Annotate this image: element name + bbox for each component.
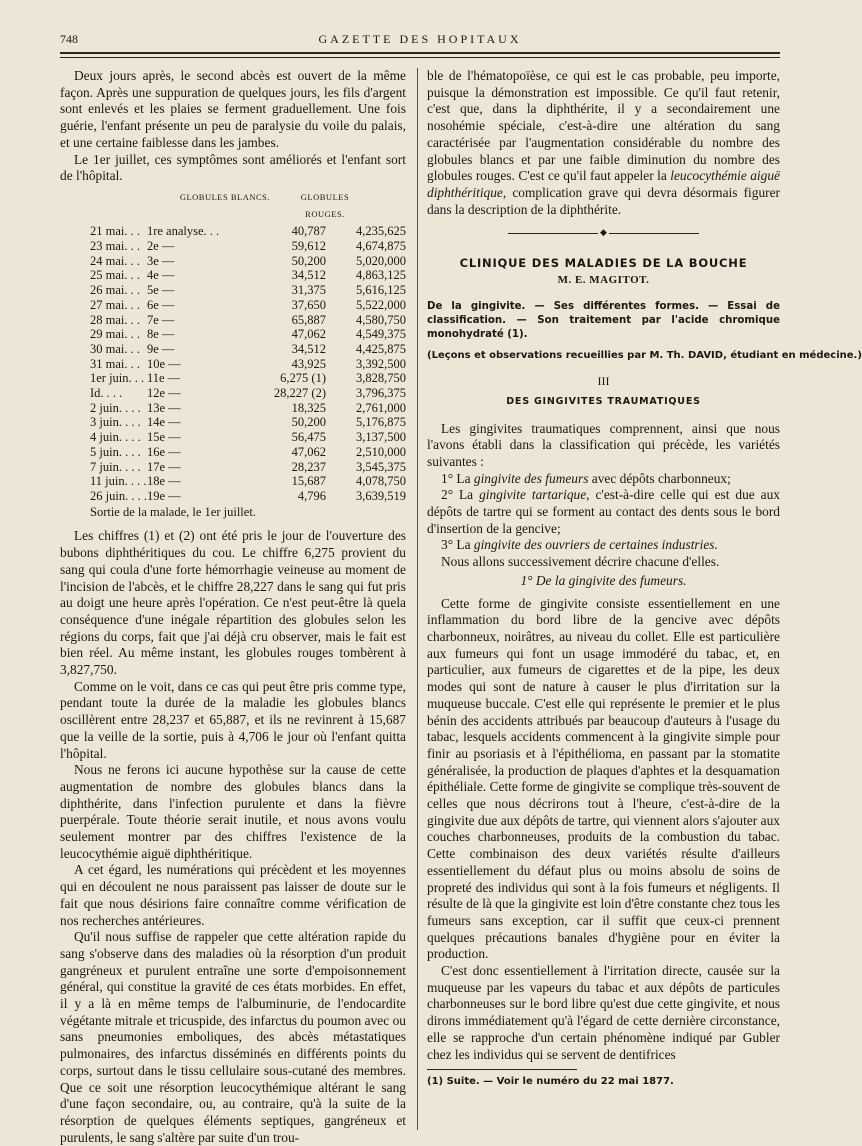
row-analyse: 16e — bbox=[146, 444, 181, 459]
row-globules-blancs: 47,062 bbox=[291, 444, 326, 459]
table-row bbox=[90, 224, 406, 239]
row-analyse: 12e — bbox=[146, 386, 181, 401]
list-item bbox=[427, 537, 780, 554]
row-date: 31 mai. . . bbox=[90, 356, 140, 371]
row-globules-rouges: 4,235,625 bbox=[356, 224, 406, 239]
blood-count-table bbox=[90, 224, 406, 503]
table-header bbox=[60, 189, 406, 222]
list-item-number: 2° La bbox=[441, 487, 480, 503]
row-analyse: 14e — bbox=[146, 415, 181, 430]
table-row bbox=[90, 401, 406, 416]
row-date: 5 juin. . . . bbox=[90, 444, 141, 459]
paragraph-text: , complication grave qui devra désormais figurer dans la description de la diphthérite. bbox=[427, 184, 780, 217]
paragraph: Nous ne ferons ici aucune hypothèse sur la cause de cette augmentation de nombre des globules blancs dans la diphthérite, dans l'infection purulente et dans la fièvre puerpérale. Toute théorie serait inutile, et nous avons voulu seulement montrer par des chiffres l'existence de la leucocythémie aiguë diphthéritique. bbox=[60, 762, 406, 861]
row-globules-rouges: 4,674,875 bbox=[356, 239, 406, 254]
row-analyse: 2e — bbox=[146, 239, 175, 254]
footnote: (1) Suite. — Voir le numéro du 22 mai 1877. bbox=[427, 1076, 674, 1088]
table-row bbox=[90, 342, 406, 357]
row-globules-rouges: 2,510,000 bbox=[356, 444, 406, 459]
journal-page bbox=[60, 26, 862, 1145]
row-globules-rouges: 5,522,000 bbox=[356, 297, 406, 312]
section-separator: ◆ bbox=[427, 224, 780, 241]
paragraph: Qu'il nous suffise de rappeler que cette altération rapide du sang s'observe dans des maladies où la résorption d'un produit gangréneux et purulent entraîne une sorte d'empoisonnement général, qui constitue la gravité de ces états morbides. En effet, il y a là en même temps de l'albuminurie, de l'endocardite végétante mitrale et tricuspide, des infarctus du poumon avec ou sans pneumonies emboliques, des abcès métastatiques pulmonaires, des infarctus disséminés en différents points du corps, surtout dans le tissu cellulaire sous-cutané des membres. Que ce soit une résorption leucocythémique altérant le sang d'une façon secondaire, ou, au contraire, qu'à la suite de la résorption de quelques éléments septiques, gangréneux et purulents, le sang s'altère par suite d'un trou- bbox=[60, 929, 406, 1145]
row-analyse: 17e — bbox=[146, 459, 181, 474]
row-date: Id. . . . bbox=[90, 386, 123, 401]
row-globules-blancs: 4,796 bbox=[297, 488, 326, 503]
section-title: CLINIQUE DES MALADIES DE LA BOUCHE bbox=[459, 256, 748, 271]
row-globules-blancs: 50,200 bbox=[291, 415, 326, 430]
row-globules-rouges: 4,863,125 bbox=[356, 268, 406, 283]
table-row bbox=[90, 313, 406, 328]
article-credit: (Leçons et observations recueillies par M. Th. DAVID, étudiant en médecine.) bbox=[427, 350, 862, 362]
varieties-list bbox=[427, 471, 780, 555]
row-date: 29 mai. . . bbox=[90, 327, 140, 342]
row-globules-rouges: 4,078,750 bbox=[356, 474, 406, 489]
row-date: 25 mai. . . bbox=[90, 268, 140, 283]
list-item bbox=[427, 471, 780, 488]
row-date: 2 juin. . . . bbox=[90, 400, 141, 415]
page-header bbox=[60, 26, 780, 54]
row-globules-blancs: 6,275 (1) bbox=[280, 371, 326, 386]
row-globules-blancs: 43,925 bbox=[291, 356, 326, 371]
paragraph: Le 1er juillet, ces symptômes sont améliorés et l'enfant sort de l'hôpital. bbox=[60, 151, 406, 184]
header-double-rule bbox=[60, 57, 780, 58]
col-header-blancs: GLOBULES BLANCS. bbox=[179, 191, 270, 202]
row-globules-rouges: 5,020,000 bbox=[356, 253, 406, 268]
row-date: 26 juin. . . . bbox=[90, 488, 147, 503]
row-analyse: 10e — bbox=[146, 356, 181, 371]
row-globules-blancs: 65,887 bbox=[291, 312, 326, 327]
list-item-text: , c'est-à-dire celle qui est due aux dépôts de tartre qui se forment au contact des dents sous le bord d'insertion de la gencive; bbox=[427, 487, 780, 536]
table-row bbox=[90, 357, 406, 372]
table-row bbox=[90, 474, 406, 489]
row-date: 26 mai. . . bbox=[90, 283, 140, 298]
row-date: 24 mai. . . bbox=[90, 253, 140, 268]
table-row bbox=[90, 460, 406, 475]
table-row bbox=[90, 283, 406, 298]
table-row bbox=[90, 445, 406, 460]
row-globules-rouges: 2,761,000 bbox=[356, 400, 406, 415]
row-analyse: 7e — bbox=[146, 312, 175, 327]
row-globules-rouges: 3,796,375 bbox=[356, 386, 406, 401]
col-header-rouges: GLOBULES ROUGES. bbox=[300, 191, 350, 219]
table-row bbox=[90, 239, 406, 254]
right-column bbox=[427, 68, 862, 1091]
row-globules-rouges: 4,580,750 bbox=[356, 312, 406, 327]
row-globules-blancs: 34,512 bbox=[291, 341, 326, 356]
table-row bbox=[90, 415, 406, 430]
row-globules-rouges: 4,549,375 bbox=[356, 327, 406, 342]
list-item-number: 1° La bbox=[441, 470, 474, 486]
row-analyse: 15e — bbox=[146, 430, 181, 445]
paragraph bbox=[427, 68, 780, 218]
row-globules-rouges: 3,392,500 bbox=[356, 356, 406, 371]
table-row bbox=[90, 298, 406, 313]
table-row bbox=[90, 254, 406, 269]
paragraph: Cette forme de gingivite consiste essentiellement en une inflammation du bord libre de la gencive avec dépôts charbonneux, noirâtres, au niveau du collet. Elle est particulière aux fumeurs qui font un usage immodéré du tabac, et, en particulier, aux fumeurs de cigarettes et de la pipe, les deux modes qui sont de nature à causer le plus d'irritation sur la muqueuse buccale. C'est elle qui représente le premier et le plus bénin des accidents attribués par beaucoup d'auteurs à l'usage du tabac, lesquels accidents commencent à la gingivite simple pour finir au psoriasis et à l'épithélioma, en passant par la stomatite généralisée, la production de plaques d'aphtes et la desquamation épithéliale. Cette forme de gingivite se complique très-souvent de celles que nous décrirons tout à l'heure, c'est-à-dire de la gingivite due aux dépôts de tartre, qui viennent alors s'ajouter aux couches charbonneuses, produits de la combustion du tabac. Cette combinaison des deux variétés résulte d'ailleurs essentiellement du défaut plus ou moins absolu de soins de propreté des individus qui sont à la fois fumeurs et négligents. Il résulte de là que la gingivite est loin d'être constante chez tous les fumeurs sans exception, car il suffit que ceux-ci prennent quelques précautions banales d'hygiène pour en éviter la production. bbox=[427, 595, 780, 962]
row-date: 30 mai. . . bbox=[90, 341, 140, 356]
italic-term: leucocythémie aiguë diphthéritique bbox=[427, 168, 780, 200]
row-globules-blancs: 18,325 bbox=[291, 400, 326, 415]
row-analyse: 9e — bbox=[146, 341, 175, 356]
table-row bbox=[90, 386, 406, 401]
footnote-rule bbox=[427, 1069, 577, 1070]
subsection-heading: 1° De la gingivite des fumeurs. bbox=[520, 572, 687, 588]
row-globules-rouges: 5,616,125 bbox=[356, 283, 406, 298]
list-item-term: gingivite tartarique bbox=[479, 487, 587, 503]
table-row bbox=[90, 268, 406, 283]
row-globules-rouges: 3,639,519 bbox=[356, 488, 406, 503]
row-globules-blancs: 31,375 bbox=[291, 283, 326, 298]
row-analyse: 6e — bbox=[146, 297, 175, 312]
table-row bbox=[90, 489, 406, 504]
row-date: 11 juin. . . . bbox=[90, 474, 147, 489]
row-globules-blancs: 37,650 bbox=[291, 297, 326, 312]
row-analyse: 4e — bbox=[146, 268, 175, 283]
row-date: 23 mai. . . bbox=[90, 239, 140, 254]
row-analyse: 5e — bbox=[146, 283, 175, 298]
paragraph: Comme on le voit, dans ce cas qui peut être pris comme type, pendant toute la durée de la maladie les globules blancs oscillèrent entre 28,237 et 65,887, et ils ne revinrent à 15,687 que la veille de la sortie, puis à 4,706 le jour où l'enfant quitta l'hôpital. bbox=[60, 678, 406, 761]
row-date: 7 juin. . . . bbox=[90, 459, 141, 474]
journal-title: GAZETTE DES HOPITAUX bbox=[318, 32, 522, 46]
list-item-term: gingivite des ouvriers de certaines industries. bbox=[473, 537, 718, 553]
column-divider bbox=[417, 68, 418, 1130]
row-globules-rouges: 3,545,375 bbox=[356, 459, 406, 474]
row-globules-rouges: 4,425,875 bbox=[356, 341, 406, 356]
row-analyse: 13e — bbox=[146, 400, 181, 415]
section-author: M. E. MAGITOT. bbox=[557, 273, 650, 286]
list-item bbox=[427, 487, 780, 537]
row-analyse: 1re analyse. . . bbox=[146, 224, 220, 239]
row-date: 4 juin. . . . bbox=[90, 430, 141, 445]
row-date: 21 mai. . . bbox=[90, 224, 140, 239]
row-globules-blancs: 28,227 (2) bbox=[273, 386, 326, 401]
row-globules-blancs: 59,612 bbox=[291, 239, 326, 254]
row-globules-blancs: 28,237 bbox=[291, 459, 326, 474]
row-globules-rouges: 3,137,500 bbox=[356, 430, 406, 445]
row-globules-blancs: 40,787 bbox=[291, 224, 326, 239]
row-globules-rouges: 5,176,875 bbox=[356, 415, 406, 430]
table-row bbox=[90, 430, 406, 445]
row-globules-blancs: 50,200 bbox=[291, 253, 326, 268]
row-globules-blancs: 47,062 bbox=[291, 327, 326, 342]
row-date: 1er juin. . . bbox=[90, 371, 145, 386]
paragraph-text: ble de l'hématopoïèse, ce qui est le cas probable, peu importe, puisque la démonstration est impossible. Ce qu'il faut retenir, c'est que, dans la diphthérite, il y a secondairement une nosohémie spéciale, c'est-à-dire une altération du sang caractérisée par l'augmentation considérable du nombre des globules blancs et par une faible diminution du nombre des globules rouges. C'est ce qu'il faut appeler la bbox=[427, 68, 780, 184]
row-analyse: 3e — bbox=[146, 253, 175, 268]
article-subtitle: De la gingivite. — Ses différentes formes. — Essai de classification. — Son traitement par l'acide chromique monohydraté (1). bbox=[427, 301, 780, 341]
row-globules-blancs: 34,512 bbox=[291, 268, 326, 283]
row-date: 3 juin. . . . bbox=[90, 415, 141, 430]
row-globules-blancs: 15,687 bbox=[291, 474, 326, 489]
row-globules-blancs: 56,475 bbox=[291, 430, 326, 445]
paragraph: C'est donc essentiellement à l'irritation directe, causée sur la muqueuse par les vapeurs du tabac et aux dépôts de particules charbonneuses sur le bord libre qu'est due cette gingivite, et nous dirons immédiatement qu'à l'égard de cette dernière circonstance, elle se rapproche d'un certain phénomène indiqué par Gubler chez les individus qui se servent de dentifrices bbox=[427, 963, 780, 1062]
paragraph: Les chiffres (1) et (2) ont été pris le jour de l'ouverture des bubons diphthéritiques du cou. Le chiffre 6,275 provient du sang qui coula d'une forte hémorrhagie veineuse au moment de l'incision de l'abcès, et le chiffre 28,227 dans le sang qui fut pris au doigt une heure après l'opération. Ce n'est peut-être là quela conséquence d'une inégale répartition des globules selon les régions du corps, fait que j'ai déjà cru observer, mais le fait est bien réel. Au même instant, les globules rouges tombèrent à 3,827,750. bbox=[60, 528, 406, 678]
list-item-term: gingivite des fumeurs bbox=[473, 470, 589, 486]
list-item-text: avec dépôts charbonneux; bbox=[588, 470, 731, 486]
page-number: 748 bbox=[60, 32, 78, 46]
row-analyse: 8e — bbox=[146, 327, 175, 342]
row-analyse: 19e — bbox=[146, 488, 181, 503]
row-date: 28 mai. . . bbox=[90, 312, 140, 327]
chapter-number: III bbox=[597, 374, 610, 389]
table-footer-note: Sortie de la malade, le 1er juillet. bbox=[90, 504, 256, 519]
paragraph: Les gingivites traumatiques comprennent, ainsi que nous l'avons établi dans la classification qui précède, les variétés suivantes : bbox=[427, 420, 780, 469]
left-column bbox=[60, 68, 406, 1146]
paragraph: Nous allons successivement décrire chacune d'elles. bbox=[441, 554, 720, 570]
table-row bbox=[90, 327, 406, 342]
paragraph: Deux jours après, le second abcès est ouvert de la même façon. Après une suppuration de quelques jours, les fils d'argent sont enlevés et les plaies se ferment graduellement. Une fois guérie, l'enfant présente un peu de paralysie du voile du palais, et une certaine faiblesse dans les jambes. bbox=[60, 68, 406, 150]
row-analyse: 18e — bbox=[146, 474, 181, 489]
table-row bbox=[90, 371, 406, 386]
row-analyse: 11e — bbox=[146, 371, 181, 386]
row-globules-rouges: 3,828,750 bbox=[356, 371, 406, 386]
chapter-title: DES GINGIVITES TRAUMATIQUES bbox=[506, 395, 701, 407]
paragraph: A cet égard, les numérations qui précèdent et les moyennes qui en découlent ne nous paraissent pas laisser de doute sur le fait que nous désirions faire connaître comme vérification de nos recherches antérieures. bbox=[60, 862, 406, 928]
list-item-number: 3° La bbox=[441, 537, 474, 553]
row-date: 27 mai. . . bbox=[90, 297, 140, 312]
